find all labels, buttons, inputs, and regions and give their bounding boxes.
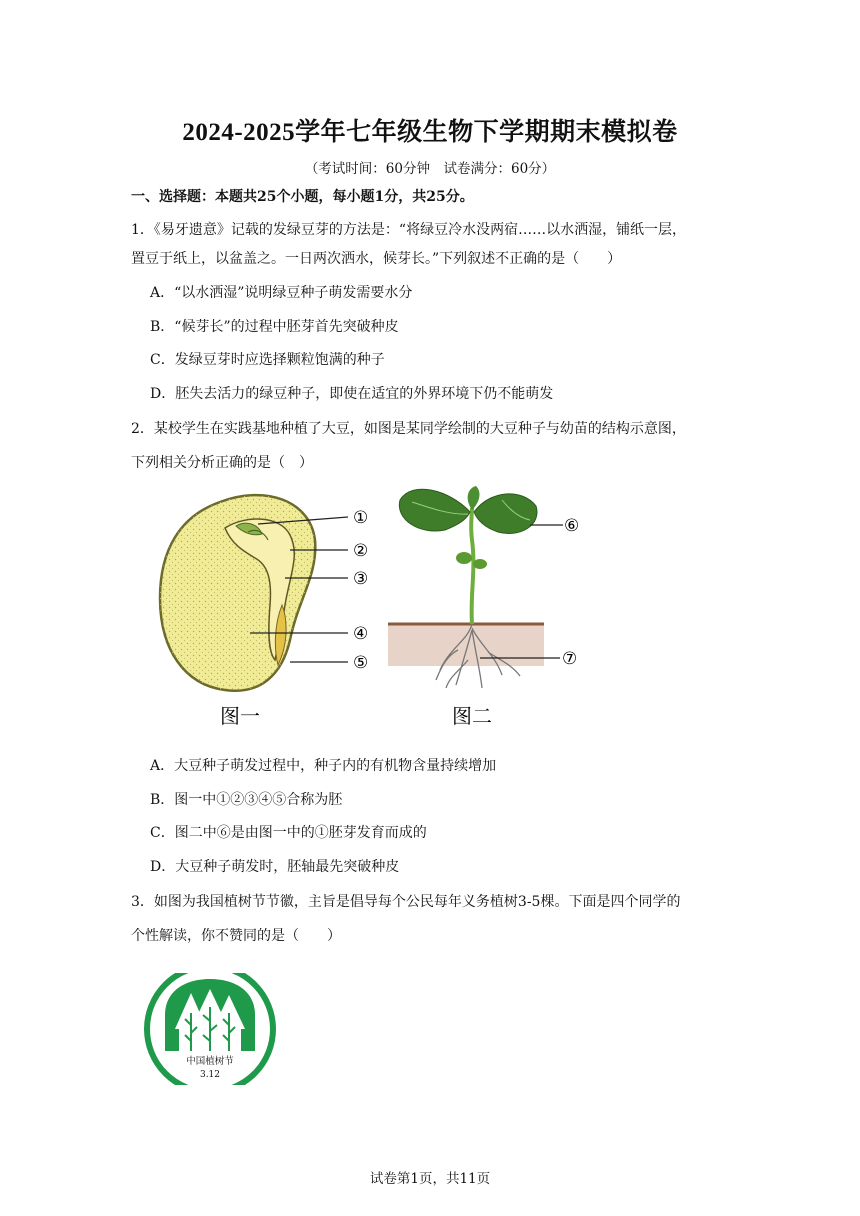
q1-option-c: C．发绿豆芽时应选择颗粒饱满的种子 [150, 352, 385, 368]
q2-option-a: A．大豆种子萌发过程中，种子内的有机物含量持续增加 [150, 758, 497, 774]
arbor-day-emblem [143, 973, 277, 1085]
marker-2: ② [353, 541, 369, 561]
q2-option-d: D．大豆种子萌发时，胚轴最先突破种皮 [150, 859, 400, 875]
section-heading: 一、选择题：本题共25个小题，每小题1分，共25分。 [131, 189, 474, 205]
figure-1-label: 图一 [220, 704, 260, 728]
q2-stem-line-2: 下列相关分析正确的是（ ） [131, 455, 313, 471]
seedling-diagram [388, 486, 579, 728]
emblem-date: 3.12 [199, 1070, 221, 1080]
seed-diagram [160, 495, 368, 728]
marker-3: ③ [353, 569, 369, 589]
q1-stem-line-1: 1．《易牙遗意》记载的发绿豆芽的方法是：“将绿豆冷水没两宿……以水洒湿，铺纸一层， [131, 222, 687, 238]
q2-option-b: B．图一中①②③④⑤合称为胚 [150, 792, 343, 808]
q1-option-a: A．“以水洒湿”说明绿豆种子萌发需要水分 [150, 285, 413, 301]
exam-info: （考试时间：60分钟 试卷满分：60分） [304, 161, 556, 177]
marker-7: ⑦ [562, 649, 578, 669]
figure-2-label: 图二 [452, 704, 492, 728]
marker-1: ① [353, 508, 369, 528]
emblem-text: 中国植树节 [186, 1056, 234, 1067]
page-title: 2024-2025学年七年级生物下学期期末模拟卷 [182, 119, 678, 146]
q2-stem-line-1: 2．某校学生在实践基地种植了大豆，如图是某同学绘制的大豆种子与幼苗的结构示意图， [131, 421, 686, 437]
q1-stem-line-2: 置豆于纸上，以盆盖之。一日两次洒水，候芽长。”下列叙述不正确的是（ ） [131, 251, 622, 267]
page-footer: 试卷第1页，共11页 [369, 1171, 491, 1187]
q3-stem-line-2: 个性解读，你不赞同的是（ ） [131, 928, 341, 944]
marker-5: ⑤ [353, 653, 369, 673]
marker-4: ④ [353, 624, 369, 644]
q1-option-d: D．胚失去活力的绿豆种子，即使在适宜的外界环境下仍不能萌发 [150, 386, 554, 402]
q1-option-b: B．“候芽长”的过程中胚芽首先突破种皮 [150, 319, 399, 335]
marker-6: ⑥ [564, 516, 580, 536]
q3-stem-line-1: 3．如图为我国植树节节徽，主旨是倡导每个公民每年义务植树3-5棵。下面是四个同学的 [131, 894, 681, 910]
soybean-figure [150, 480, 610, 735]
q2-option-c: C．图二中⑥是由图一中的①胚芽发育而成的 [150, 825, 427, 841]
